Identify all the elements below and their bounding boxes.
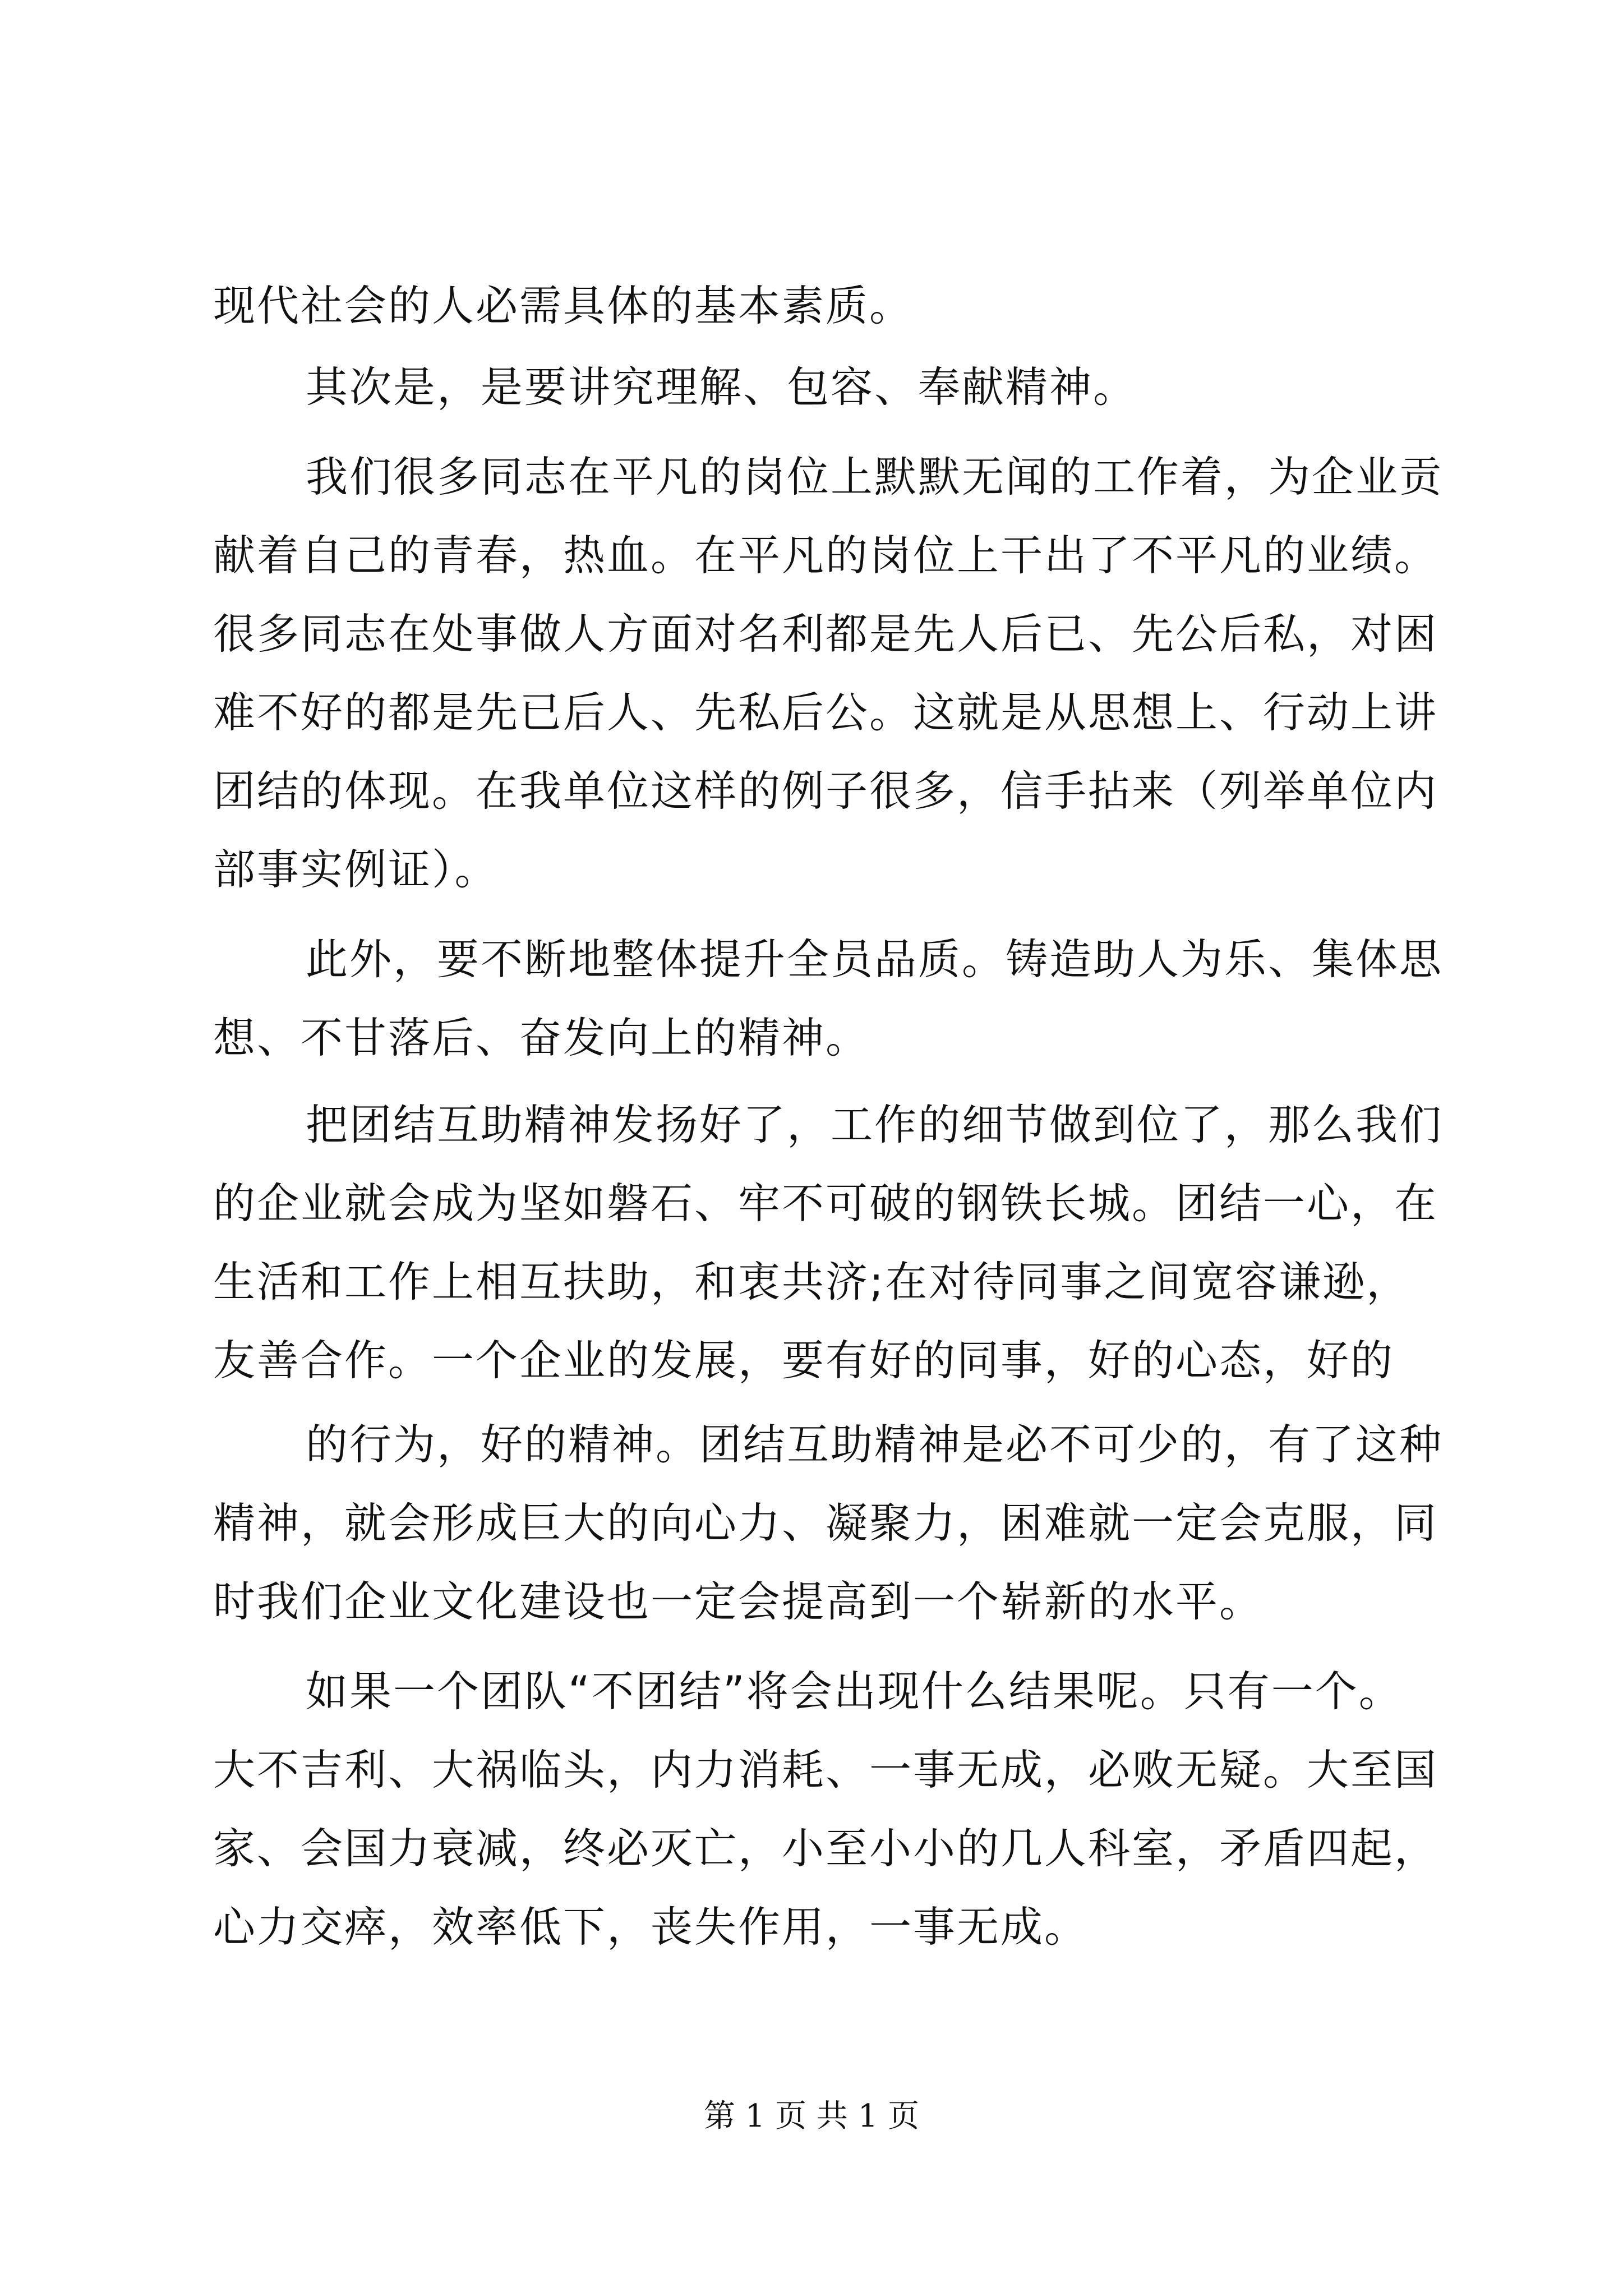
text-line: 如果一个团队“不团结”将会出现什么结果呢。只有一个。 <box>306 1667 1403 1716</box>
text-line: 很多同志在处事做人方面对名利都是先人后已、先公后私，对困 <box>213 609 1438 659</box>
text-line: 把团结互助精神发扬好了，工作的细节做到位了，那么我们 <box>306 1100 1444 1149</box>
text-line: 团结的体现。在我单位这样的例子很多，信手拈来（列举单位内 <box>213 766 1438 816</box>
text-line: 其次是，是要讲究理解、包容、奉献精神。 <box>306 362 1137 412</box>
text-line: 心力交瘁，效率低下，丧失作用，一事无成。 <box>213 1902 1089 1952</box>
text-line: 的行为，好的精神。团结互助精神是必不可少的，有了这种 <box>306 1420 1444 1469</box>
text-line: 精神，就会形成巨大的向心力、凝聚力，困难就一定会克服，同 <box>213 1498 1438 1548</box>
text-line: 时我们企业文化建设也一定会提高到一个崭新的水平。 <box>213 1577 1264 1626</box>
text-line: 部事实例证）。 <box>213 845 499 894</box>
text-line: 友善合作。一个企业的发展，要有好的同事，好的心态，好的 <box>213 1336 1395 1385</box>
text-line: 的企业就会成为坚如磐石、牢不可破的钢铁长城。团结一心，在 <box>213 1179 1438 1228</box>
text-line: 此外，要不断地整体提升全员品质。铸造助人为乐、集体思 <box>306 935 1444 984</box>
text-line: 想、不甘落后、奋发向上的精神。 <box>213 1013 870 1062</box>
text-line: 难不好的都是先已后人、先私后公。这就是从思想上、行动上讲 <box>213 688 1438 737</box>
text-line: 生活和工作上相互扶助，和衷共济;在对待同事之间宽容谦逊， <box>213 1257 1410 1306</box>
text-line: 家、会国力衰减，终必灭亡，小至小小的几人科室，矛盾四起， <box>213 1824 1438 1873</box>
text-line: 献着自己的青春，热血。在平凡的岗位上干出了不平凡的业绩。 <box>213 531 1438 580</box>
text-line: 大不吉利、大祸临头，内力消耗、一事无成，必败无疑。大至国 <box>213 1745 1438 1795</box>
page-footer: 第 1 页 共 1 页 <box>703 2098 920 2134</box>
text-line: 现代社会的人必需具体的基本素质。 <box>213 281 914 330</box>
text-line: 我们很多同志在平凡的岗位上默默无闻的工作着，为企业贡 <box>306 452 1444 501</box>
